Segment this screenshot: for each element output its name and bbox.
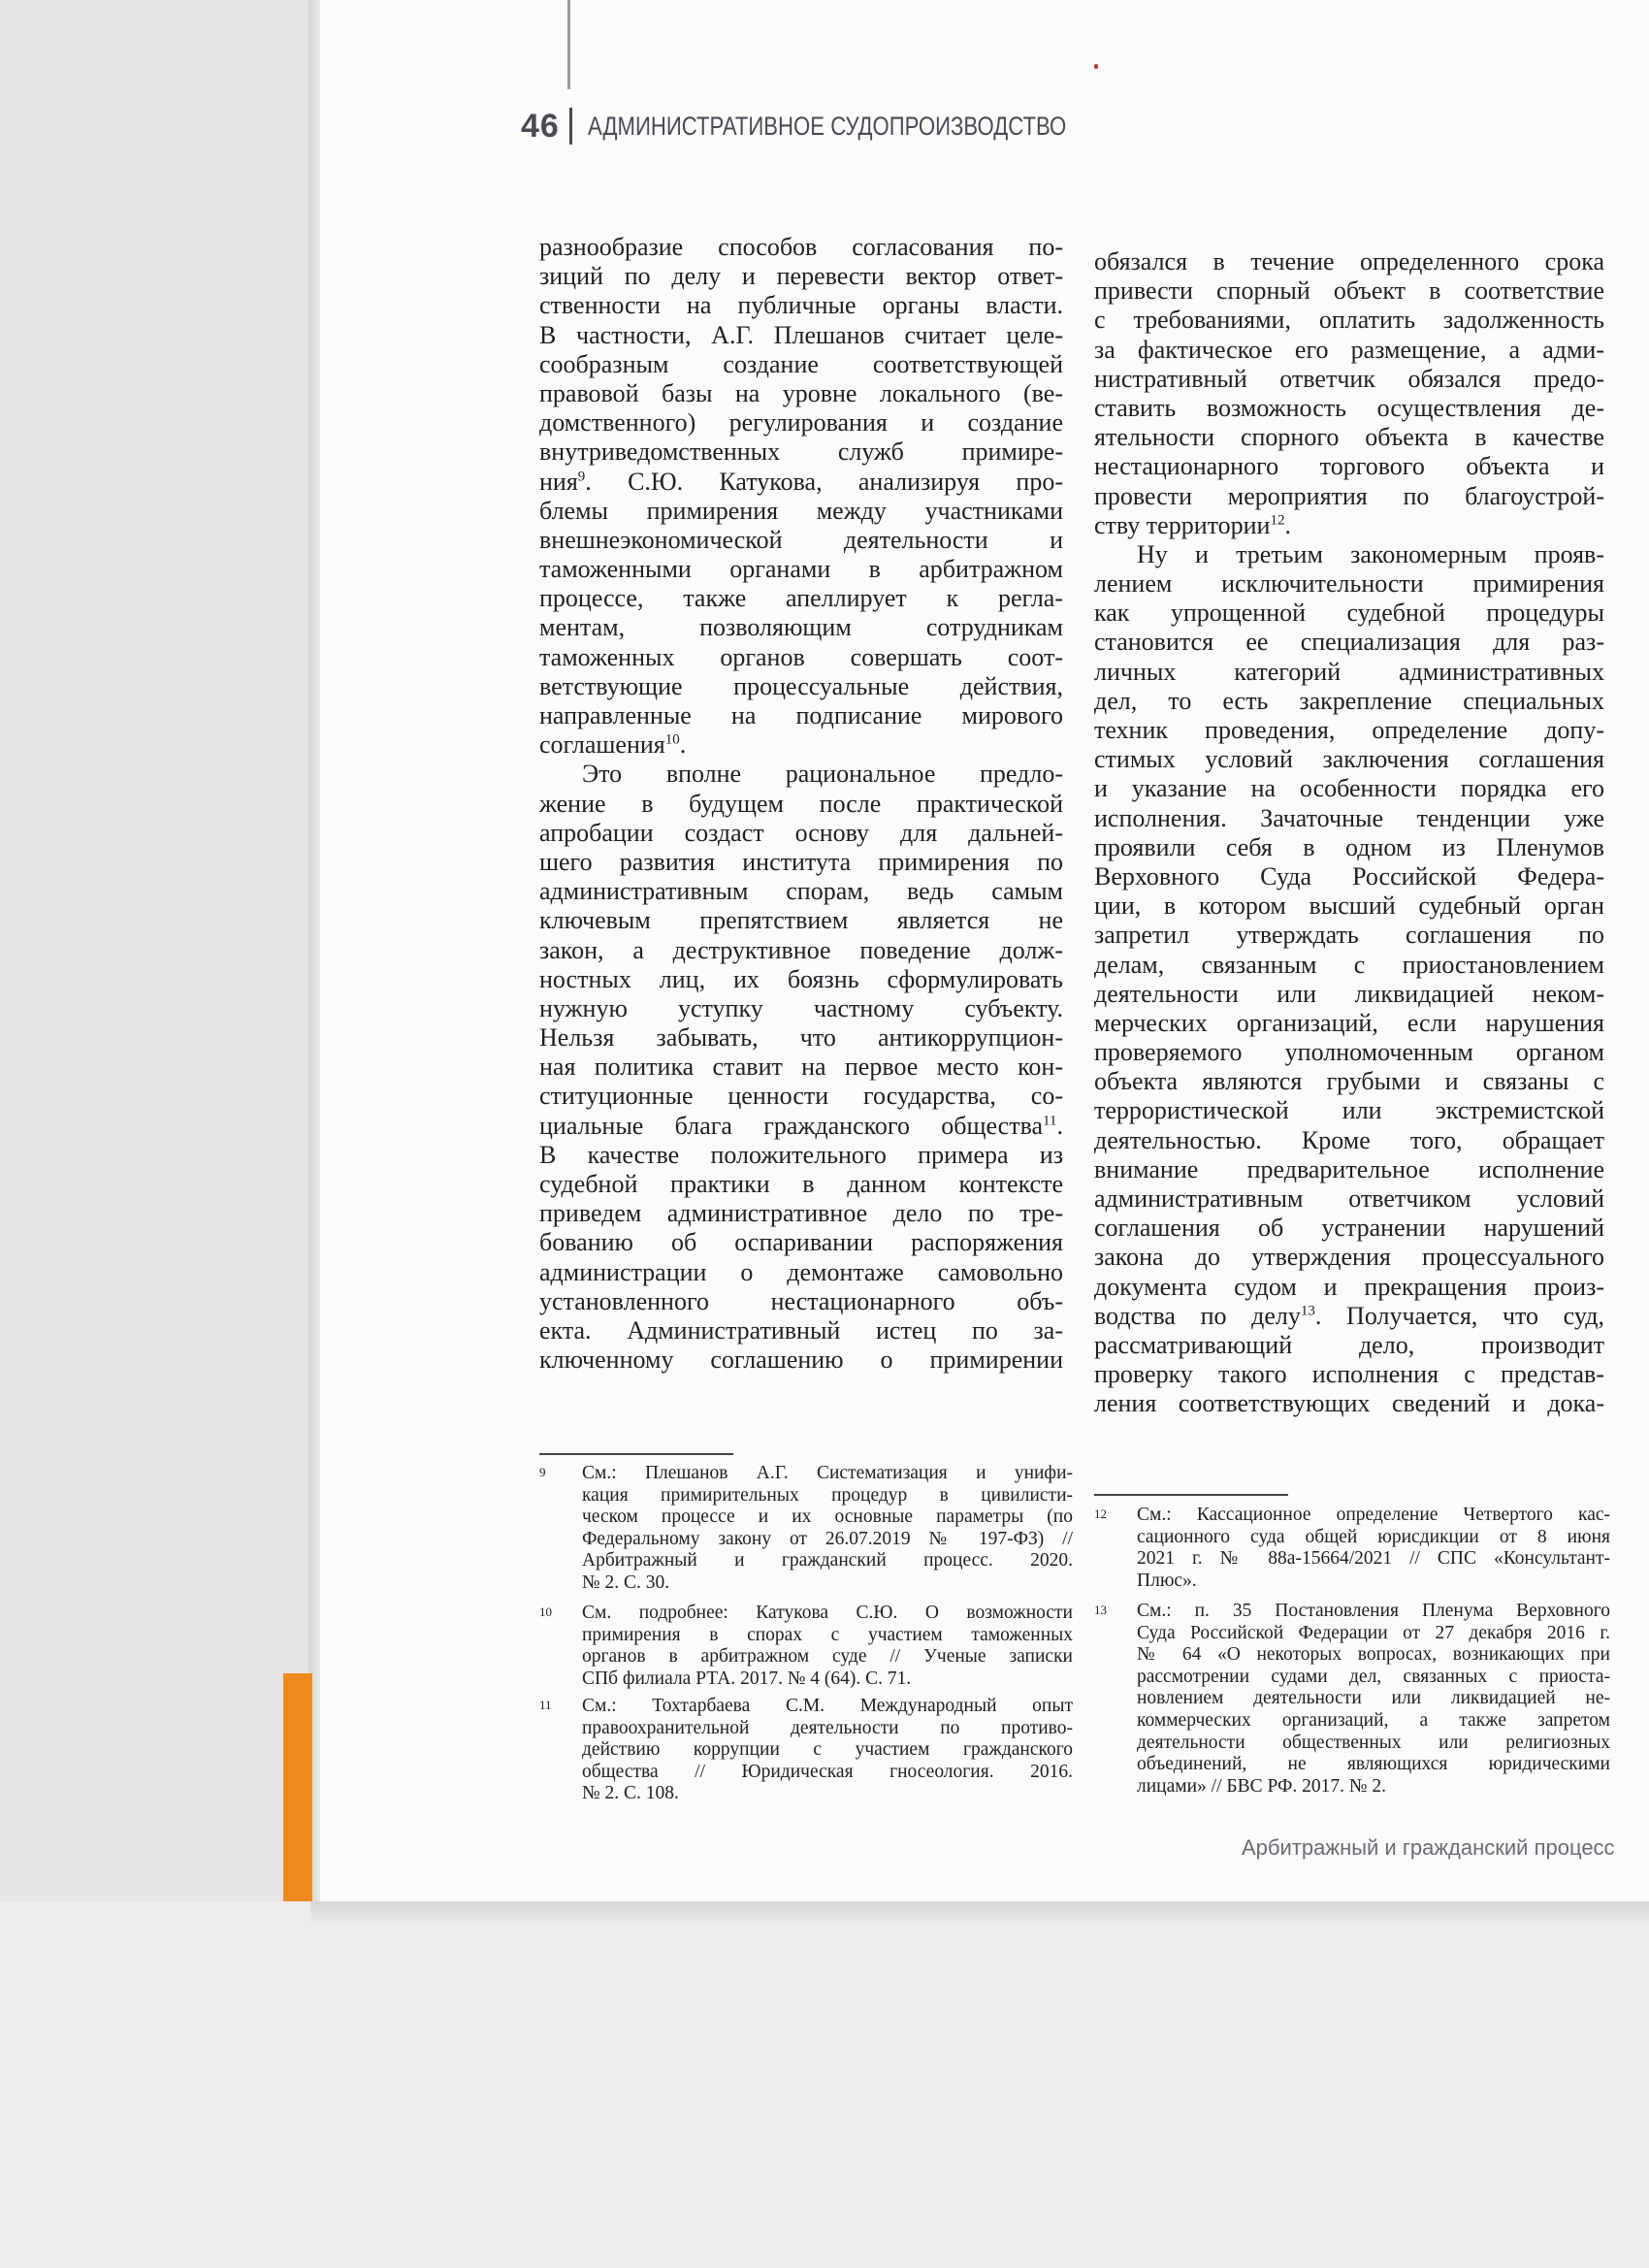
footnote-line: примирения в спорах с участием таможенных [582, 1624, 1073, 1645]
text-line: жение в будущем после практической [539, 789, 1063, 818]
text-line: мерческих организаций, если нарушения [1094, 1008, 1604, 1037]
text-line: блемы примирения между участниками [539, 496, 1063, 525]
text-line: запретил утверждать соглашения по [1094, 921, 1604, 950]
text-line: установленного нестационарного объ- [539, 1286, 1063, 1315]
footnote-line: действию коррупции с участием гражданского [582, 1739, 1073, 1761]
text-line: соглашения об устранении нарушений [1094, 1214, 1604, 1243]
footnote-line: См.: Кассационное определение Четвертого кас- [1137, 1505, 1610, 1525]
text-line: нестационарного торгового объекта и [1094, 452, 1604, 481]
left-text-column [539, 233, 1063, 1375]
text-line: ключевым препятствием является не [539, 906, 1063, 935]
text-line: ственности на публичные органы власти. [539, 291, 1063, 320]
text-line: и указание на особенности порядка его [1094, 774, 1604, 803]
text-line [1094, 1302, 1604, 1331]
footnote-line: См.: Тохтарбаева С.М. Международный опыт [582, 1696, 1073, 1716]
text-line: внимание предварительное исполнение [1094, 1154, 1604, 1183]
text-line: делам, связанным с приостановлением [1094, 950, 1604, 979]
footnote-line: правоохранительной деятельности по противо- [582, 1717, 1073, 1738]
text-line: внутриведомственных служб примире- [539, 437, 1063, 467]
footnote-line: См.: Плешанов А.Г. Систематизация и унифи- [582, 1463, 1073, 1483]
footnote-number: 12 [1094, 1507, 1107, 1521]
text-line: Это вполне рациональное предло- [582, 760, 1063, 789]
orange-section-tab [283, 1673, 312, 1901]
text-line: зиций по делу и перевести вектор ответ- [539, 262, 1063, 291]
line-part: . С.Ю. Катукова, анализируя про- [585, 467, 1063, 496]
footnote-line: См.: п. 35 Постановления Пленума Верховного [1137, 1601, 1610, 1621]
text-line: становится ее специализация для раз- [1094, 628, 1604, 657]
line-part: . [679, 730, 687, 760]
text-line: ментам, позволяющим сотрудникам [539, 613, 1063, 642]
right-text-column [1094, 247, 1604, 1419]
text-line: личных категорий административных [1094, 657, 1604, 686]
text-line: объекта являются грубыми и связаны с [1094, 1067, 1604, 1096]
footnote-ref: 11 [1043, 1112, 1057, 1128]
text-line: ституционные ценности государства, со- [539, 1082, 1063, 1111]
footnote-line: Арбитражный и гражданский процесс. 2020. [582, 1550, 1073, 1571]
scan-speck [1094, 64, 1098, 69]
footnote-number: 11 [539, 1698, 552, 1712]
line-part: соглашения [539, 730, 665, 760]
text-line: екта. Административный истец по за- [539, 1315, 1063, 1345]
footnote-line: № 64 «О некоторых вопросах, возникающих при [1137, 1644, 1610, 1666]
text-line: В качестве положительного примера из [539, 1140, 1063, 1169]
line-part: . Получается, что суд, [1314, 1301, 1604, 1330]
footnote-line: Суда Российской Федерации от 27 декабря 2016 г. [1137, 1622, 1610, 1643]
text-line: разнообразие способов согласования по- [539, 233, 1063, 261]
text-line: домственного) регулирования и создание [539, 408, 1063, 437]
footnote-line: деятельности общественных или религиозных [1137, 1732, 1610, 1753]
text-line: деятельности или ликвидацией неком- [1094, 979, 1604, 1008]
text-line [539, 1112, 1063, 1141]
text-line: судебной практики в данном контексте [539, 1170, 1063, 1198]
footnote-line: органов в арбитражном суде // Ученые записки [582, 1646, 1073, 1668]
scanner-margin [0, 0, 310, 1901]
text-line: ления соответствующих сведений и дока- [1094, 1389, 1604, 1418]
text-line: техник проведения, определение допу- [1094, 716, 1604, 744]
text-line: Верховного Суда Российской Федера- [1094, 861, 1604, 891]
text-line: нистративный ответчик обязался предо- [1094, 364, 1604, 393]
text-line: ностных лиц, их боязнь сформулировать [539, 964, 1063, 993]
text-line: сообразным создание соответствующей [539, 349, 1063, 378]
text-line: нужную уступку частному субъекту. [539, 993, 1063, 1022]
page-number: 46 [521, 107, 560, 145]
footnote-line: общества // Юридическая гносеология. 2016. [582, 1761, 1073, 1782]
text-line: рассматривающий дело, производит [1094, 1330, 1604, 1359]
footnote-separator [539, 1453, 733, 1455]
text-line: закон, а деструктивное поведение долж- [539, 935, 1063, 964]
footnote-line: объединений, не являющихся юридическими [1137, 1754, 1610, 1775]
text-line: Ну и третьим закономерным прояв- [1137, 539, 1604, 568]
text-line: проверяемого уполномоченным органом [1094, 1038, 1604, 1067]
text-line: ции, в котором высший судебный орган [1094, 891, 1604, 921]
footnote-line: кация примирительных процедур в цивилисти- [582, 1484, 1073, 1506]
footnote-ref: 10 [664, 731, 680, 748]
text-line: бованию об оспаривании распоряжения [539, 1228, 1063, 1257]
text-line: исполнения. Зачаточные тенденции уже [1094, 803, 1604, 832]
line-part: ния [539, 467, 578, 496]
footnote-ref: 12 [1270, 512, 1285, 529]
line-part: циальные блага гражданского общества [539, 1111, 1044, 1140]
text-line [539, 730, 1063, 760]
page-header [521, 105, 1171, 147]
text-line: ставить возможность осуществления де- [1094, 393, 1604, 422]
text-line: с требованиями, оплатить задолженность [1094, 306, 1604, 335]
footnote-line: коммерческих организаций, а также запретом [1137, 1709, 1610, 1731]
text-line: проверку такого исполнения с представ- [1094, 1360, 1604, 1389]
page-bottom-shadow [310, 1901, 1649, 1925]
text-line: правовой базы на уровне локального (ве- [539, 378, 1063, 407]
text-line [539, 468, 1063, 497]
text-line: ключенному соглашению о примирении [539, 1345, 1063, 1375]
footnote-line: СПб филиала РТА. 2017. № 4 (64). С. 71. [582, 1668, 912, 1689]
text-line: Нельзя забывать, что антикоррупцион- [539, 1023, 1063, 1053]
footnote-number: 9 [539, 1465, 546, 1479]
text-line: таможенных органов совершать соот- [539, 642, 1063, 671]
footnote-line: 2021 г. № 88а-15664/2021 // СПС «Консультант- [1137, 1548, 1610, 1570]
text-line: дел, то есть закрепление специальных [1094, 686, 1604, 715]
text-line: ветствующие процессуальные действия, [539, 671, 1063, 700]
text-line: лением исключительности примирения [1094, 569, 1604, 599]
text-line: процессе, также апеллирует к регла- [539, 584, 1063, 613]
text-line: приведем административное дело по тре- [539, 1199, 1063, 1228]
footnote-line: № 2. С. 108. [582, 1783, 679, 1804]
text-line: направленные на подписание мирового [539, 701, 1063, 729]
text-line: террористической или экстремистской [1094, 1096, 1604, 1125]
text-line: документа судом и прекращения произ- [1094, 1272, 1604, 1301]
text-line: провести мероприятия по благоустрой- [1094, 481, 1604, 510]
text-line: закона до утверждения процессуального [1094, 1243, 1604, 1272]
text-line: администрации о демонтаже самовольно [539, 1257, 1063, 1286]
text-line: апробации создаст основу для дальней- [539, 818, 1063, 847]
text-line: таможенными органами в арбитражном [539, 555, 1063, 584]
text-line: обязался в течение определенного срока [1094, 247, 1604, 275]
footnote-line: Федеральному закону от 26.07.2019 № 197-ФЗ) // [582, 1528, 1073, 1549]
text-line [1094, 511, 1604, 540]
footnote-line: сационного суда общей юрисдикции от 8 июня [1137, 1526, 1610, 1547]
text-line: как упрощенной судебной процедуры [1094, 599, 1604, 628]
text-line: привести спорный объект в соответствие [1094, 276, 1604, 306]
text-line: проявили себя в одном из Пленумов [1094, 832, 1604, 861]
text-line: В частности, А.Г. Плешанов считает целе- [539, 320, 1063, 349]
text-line: шего развития института примирения по [539, 847, 1063, 876]
text-line: административным спорам, ведь самым [539, 877, 1063, 906]
footnote-line: рассмотрении судами дел, связанных с приоста- [1137, 1666, 1610, 1687]
footnote-line: Плюс». [1137, 1570, 1197, 1591]
text-line: за фактическое его размещение, а адми- [1094, 335, 1604, 364]
running-title: АДМИНИСТРАТИВНОЕ СУДОПРОИЗВОДСТВО [587, 111, 1067, 141]
footnote-line: лицами» // БВС РФ. 2017. № 2. [1137, 1775, 1386, 1797]
text-line: стимых условий заключения соглашения [1094, 745, 1604, 774]
footnote-line: № 2. С. 30. [582, 1571, 670, 1593]
text-line: деятельностью. Кроме того, обращает [1094, 1125, 1604, 1154]
text-line: ятельности спорного объекта в качестве [1094, 423, 1604, 452]
footnote-number: 10 [539, 1604, 552, 1619]
line-part: . [1056, 1111, 1063, 1140]
text-line: административным ответчиком условий [1094, 1184, 1604, 1213]
footnote-ref: 13 [1300, 1303, 1315, 1319]
text-line: ная политика ставит на первое место кон- [539, 1053, 1063, 1082]
text-line: внешнеэкономической деятельности и [539, 525, 1063, 554]
header-divider [569, 108, 572, 145]
footnote-line: См. подробнее: Катукова С.Ю. О возможности [582, 1603, 1073, 1623]
line-part: ству территории [1094, 510, 1271, 539]
line-part: водства по делу [1094, 1301, 1301, 1330]
gutter-line [567, 0, 570, 89]
footnote-line: новлением деятельности или ликвидацией не- [1137, 1688, 1610, 1709]
page-footer: Арбитражный и гражданский процесс [1242, 1835, 1615, 1860]
footnote-number: 13 [1094, 1603, 1107, 1617]
footnote-separator [1094, 1494, 1288, 1496]
line-part: . [1284, 510, 1291, 539]
footnote-line: ческом процессе и их основные параметры (по [582, 1507, 1073, 1528]
footnote-ref: 9 [577, 468, 586, 484]
